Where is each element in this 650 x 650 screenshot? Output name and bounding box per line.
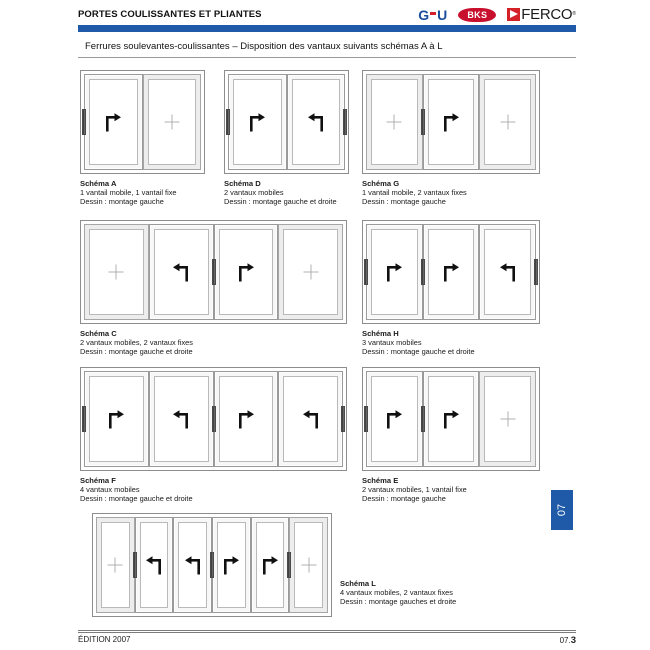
- panel-glass: [140, 522, 169, 608]
- slide-direction-right-icon: [385, 263, 403, 282]
- door-panel-mobile: [251, 517, 290, 613]
- schema-block-e: [362, 367, 540, 504]
- panel-glass: [283, 376, 338, 462]
- gu-logo-dash: [430, 12, 436, 15]
- slide-direction-right-icon: [107, 410, 125, 429]
- door-panel-fixed: [96, 517, 135, 613]
- door-panel-mobile: [228, 74, 287, 170]
- door-frame-inner: [84, 371, 343, 467]
- sliding-handle-icon: [226, 109, 230, 135]
- door-frame-inner: [84, 74, 201, 170]
- footer-edition: ÉDITION 2007: [78, 635, 131, 644]
- schema-caption-a: [80, 179, 205, 207]
- footer-page-prefix: 07.: [559, 636, 571, 645]
- slide-direction-left-icon: [184, 556, 202, 575]
- sliding-handle-icon: [82, 406, 86, 432]
- door-panel-mobile: [287, 74, 346, 170]
- schema-mounting-note: Dessin : montage gauche: [80, 197, 164, 207]
- door-panel-mobile: [278, 371, 343, 467]
- ferco-mark-icon: [507, 8, 520, 21]
- fixed-panel-cross-icon: [109, 265, 124, 280]
- panel-glass: [89, 79, 138, 165]
- fixed-panel-cross-icon: [301, 558, 316, 573]
- schema-mounting-note: Dessin : montage gauches et droite: [340, 597, 457, 607]
- sliding-handle-icon: [343, 109, 347, 135]
- door-panel-fixed: [143, 74, 202, 170]
- fixed-panel-cross-icon: [500, 412, 515, 427]
- door-frame-g: [362, 70, 540, 174]
- panel-glass: [428, 229, 475, 315]
- panel-glass: [178, 522, 207, 608]
- panel-glass: [371, 229, 418, 315]
- fixed-panel-cross-icon: [164, 115, 179, 130]
- door-panel-mobile: [366, 224, 423, 320]
- slide-direction-left-icon: [307, 113, 325, 132]
- panel-glass: [484, 229, 531, 315]
- door-frame-c: [80, 220, 347, 324]
- gu-logo-u: U: [437, 6, 448, 23]
- footer-divider-top: [78, 630, 576, 631]
- door-panel-mobile: [423, 224, 480, 320]
- footer-page-number: [560, 635, 576, 646]
- section-subtitle: Ferrures soulevantes-coulissantes – Disposition des vantaux suivants schémas A à L: [85, 41, 443, 52]
- schema-title: Schéma C: [80, 329, 117, 338]
- chapter-tab: [551, 490, 573, 530]
- slide-direction-right-icon: [237, 410, 255, 429]
- door-panel-mobile: [84, 371, 149, 467]
- slide-direction-left-icon: [172, 410, 190, 429]
- door-panel-fixed: [479, 371, 536, 467]
- door-frame-inner: [366, 224, 536, 320]
- panel-glass: [148, 79, 197, 165]
- slide-direction-right-icon: [104, 113, 122, 132]
- slide-direction-right-icon: [442, 263, 460, 282]
- schema-caption-e: [362, 476, 540, 504]
- sliding-handle-icon: [364, 406, 368, 432]
- schema-description: 1 vantail mobile, 2 vantaux fixes: [362, 188, 467, 198]
- sliding-handle-icon: [82, 109, 86, 135]
- gu-logo: [418, 8, 447, 22]
- door-panel-fixed: [289, 517, 328, 613]
- door-panel-mobile: [214, 224, 279, 320]
- door-frame-d: [224, 70, 349, 174]
- gu-logo-g: G: [418, 6, 430, 23]
- schema-title: Schéma F: [80, 476, 116, 485]
- schema-description: 1 vantail mobile, 1 vantail fixe: [80, 188, 177, 198]
- slide-direction-right-icon: [442, 113, 460, 132]
- slide-direction-left-icon: [499, 263, 517, 282]
- schema-block-d: [224, 70, 349, 207]
- panel-glass: [154, 229, 209, 315]
- schema-block-l: [92, 513, 457, 607]
- door-frame-l: [92, 513, 332, 617]
- fixed-panel-cross-icon: [500, 115, 515, 130]
- schema-block-a: [80, 70, 205, 207]
- ferco-registered-icon: ®: [572, 11, 576, 17]
- slide-direction-left-icon: [172, 263, 190, 282]
- header-accent-bar: [78, 25, 576, 32]
- door-frame-inner: [366, 371, 536, 467]
- schema-caption-g: [362, 179, 540, 207]
- schema-description: 2 vantaux mobiles: [224, 188, 284, 198]
- door-panel-fixed: [479, 74, 536, 170]
- panel-glass: [294, 522, 323, 608]
- door-frame-inner: [366, 74, 536, 170]
- door-frame-inner: [96, 517, 328, 613]
- brand-logos: [418, 6, 576, 23]
- slide-direction-right-icon: [385, 410, 403, 429]
- subtitle-divider: [78, 57, 576, 58]
- panel-glass: [154, 376, 209, 462]
- slide-direction-right-icon: [248, 113, 266, 132]
- sliding-handle-icon: [212, 259, 216, 285]
- door-frame-inner: [84, 224, 343, 320]
- door-panel-mobile: [173, 517, 212, 613]
- schema-caption-f: [80, 476, 347, 504]
- schema-title: Schéma E: [362, 476, 399, 485]
- slide-direction-right-icon: [237, 263, 255, 282]
- door-panel-mobile: [149, 371, 214, 467]
- door-panel-mobile: [84, 74, 143, 170]
- door-frame-inner: [228, 74, 345, 170]
- panel-glass: [428, 79, 475, 165]
- sliding-handle-icon: [421, 259, 425, 285]
- slide-direction-right-icon: [442, 410, 460, 429]
- door-panel-mobile: [479, 224, 536, 320]
- door-panel-fixed: [366, 74, 423, 170]
- door-panel-mobile: [214, 371, 279, 467]
- schema-description: 2 vantaux mobiles, 1 vantail fixe: [362, 485, 467, 495]
- fixed-panel-cross-icon: [108, 558, 123, 573]
- schema-caption-c: [80, 329, 347, 357]
- door-panel-mobile: [149, 224, 214, 320]
- schema-title: Schéma G: [362, 179, 400, 188]
- schema-mounting-note: Dessin : montage gauche et droite: [224, 197, 337, 207]
- panel-glass: [219, 376, 274, 462]
- schema-title: Schéma D: [224, 179, 261, 188]
- footer-divider-bottom: [78, 632, 576, 633]
- door-frame-e: [362, 367, 540, 471]
- schema-caption-d: [224, 179, 349, 207]
- sliding-handle-icon: [421, 406, 425, 432]
- sliding-handle-icon: [210, 552, 214, 578]
- schema-title: Schéma H: [362, 329, 399, 338]
- fixed-panel-cross-icon: [387, 115, 402, 130]
- door-panel-mobile: [212, 517, 251, 613]
- door-frame-f: [80, 367, 347, 471]
- door-frame-a: [80, 70, 205, 174]
- schema-description: 4 vantaux mobiles, 2 vantaux fixes: [340, 588, 453, 598]
- panel-glass: [217, 522, 246, 608]
- panel-glass: [371, 79, 418, 165]
- sliding-handle-icon: [341, 406, 345, 432]
- panel-glass: [484, 376, 531, 462]
- schema-block-g: [362, 70, 540, 207]
- door-frame-h: [362, 220, 540, 324]
- ferco-logo-text: FERCO: [521, 6, 573, 23]
- panel-glass: [89, 229, 144, 315]
- schema-mounting-note: Dessin : montage gauche et droite: [80, 494, 193, 504]
- schema-mounting-note: Dessin : montage gauche: [362, 197, 446, 207]
- door-panel-mobile: [135, 517, 174, 613]
- panel-glass: [484, 79, 531, 165]
- door-panel-mobile: [423, 74, 480, 170]
- panel-glass: [219, 229, 274, 315]
- panel-glass: [256, 522, 285, 608]
- ferco-logo: [507, 7, 576, 22]
- panel-glass: [233, 79, 282, 165]
- schema-title: Schéma L: [340, 579, 376, 588]
- schema-mounting-note: Dessin : montage gauche et droite: [80, 347, 193, 357]
- schema-caption-h: [362, 329, 540, 357]
- fixed-panel-cross-icon: [303, 265, 318, 280]
- panel-glass: [292, 79, 341, 165]
- slide-direction-left-icon: [302, 410, 320, 429]
- chapter-tab-label: 07: [556, 503, 568, 517]
- sliding-handle-icon: [364, 259, 368, 285]
- footer-page-digit: 3: [570, 635, 576, 646]
- door-panel-mobile: [423, 371, 480, 467]
- bks-logo: BKS: [457, 7, 497, 23]
- panel-glass: [89, 376, 144, 462]
- schema-block-h: [362, 220, 540, 357]
- panel-glass: [371, 376, 418, 462]
- schema-description: 2 vantaux mobiles, 2 vantaux fixes: [80, 338, 193, 348]
- page-title: PORTES COULISSANTES ET PLIANTES: [78, 9, 262, 20]
- schema-description: 3 vantaux mobiles: [362, 338, 422, 348]
- schema-mounting-note: Dessin : montage gauche: [362, 494, 446, 504]
- slide-direction-right-icon: [261, 556, 279, 575]
- schema-mounting-note: Dessin : montage gauche et droite: [362, 347, 475, 357]
- door-panel-mobile: [366, 371, 423, 467]
- page-footer: [78, 635, 576, 647]
- schema-block-c: [80, 220, 347, 357]
- door-panel-fixed: [84, 224, 149, 320]
- sliding-handle-icon: [133, 552, 137, 578]
- sliding-handle-icon: [421, 109, 425, 135]
- slide-direction-right-icon: [222, 556, 240, 575]
- panel-glass: [101, 522, 130, 608]
- panel-glass: [283, 229, 338, 315]
- sliding-handle-icon: [287, 552, 291, 578]
- schema-caption-l: [340, 579, 540, 607]
- schema-title: Schéma A: [80, 179, 117, 188]
- door-panel-fixed: [278, 224, 343, 320]
- sliding-handle-icon: [212, 406, 216, 432]
- schema-block-f: [80, 367, 347, 504]
- panel-glass: [428, 376, 475, 462]
- schema-description: 4 vantaux mobiles: [80, 485, 140, 495]
- slide-direction-left-icon: [145, 556, 163, 575]
- sliding-handle-icon: [534, 259, 538, 285]
